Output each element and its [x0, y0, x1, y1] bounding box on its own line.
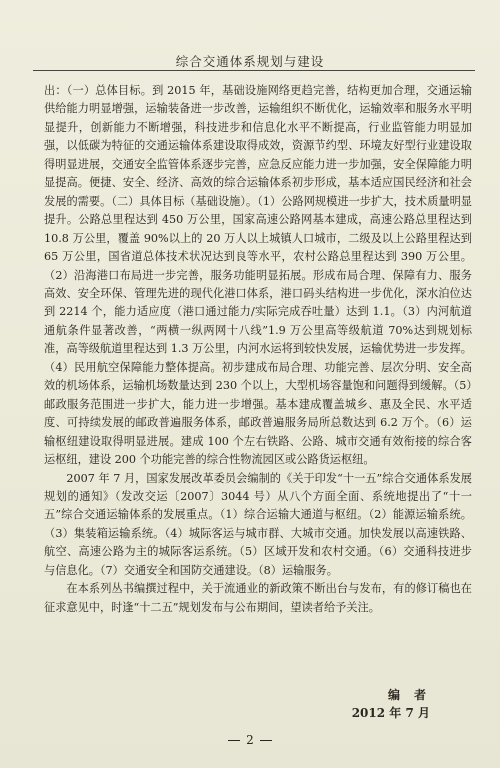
body-text — [44, 82, 472, 617]
page-number — [0, 733, 500, 747]
paragraph-targets: 出：（一）总体目标。到 2015 年，基础设施网络更趋完善，结构更加合理，交通运输供给能力明显增强，运输装备进一步改善，运输组织不断优化，运输效率和服务水平明显提升，创新能力不断增强，科技进步和信息化水平不断提高，行业监管能力明显加强，以低碳为特征的交通运输体系建设取得成效，资源节约型、环境友好型行业建设取得明显进展，交通安全监管体系逐步完善，应急反应能力进一步加强，安全保障能力明显提高。便捷、安全、经济、高效的综合运输体系初步形成，基本适应国民经济和社会发展的需要。（二）具体目标（基础设施）。（1）公路网规模进一步扩大，技术质量明显提升。公路总里程达到 450 万公里，国家高速公路网基本建成，高速公路总里程达到 10.8 万公里，覆盖 90%以上的 20 万人以上城镇人口城市，二级及以上公路里程达到 65 万公里，国省道总体技术状况达到良等水平，农村公路总里程达到 390 万公里。（2）沿海港口布局进一步完善，服务功能明显拓展。形成布局合理、保障有力、服务高效、安全环保、管理先进的现代化港口体系，港口码头结构进一步优化，深水泊位达到 2214 个，能力适应度（港口通过能力/实际完成吞吐量）达到 1.1。（3）内河航道通航条件显著改善，“两横一纵两网十八线”1.9 万公里高等级航道 70%达到规划标准，高等级航道里程达到 1.3 万公里，内河水运将到较快发展，运输优势进一步发挥。（4）民用航空保障能力整体提高。初步建成布局合理、功能完善、层次分明、安全高效的机场体系，运输机场数量达到 230 个以上，大型机场容量饱和问题得到缓解。（5）邮政服务范围进一步扩大，能力进一步增强。基本建成覆盖城乡、惠及全民、水平适度、可持续发展的邮政普遍服务体系，邮政普遍服务局所总数达到 6.2 万个。（6）运输枢纽建设取得明显进展。建成 100 个左右铁路、公路、城市交通有效衔接的综合客运枢纽，建设 200 个功能完善的综合性物流园区或公路货运枢纽。 — [44, 84, 472, 467]
page-number-dash-right — [260, 740, 272, 741]
paragraph-eleventh-five-year-plan: 2007 年 7 月，国家发展改革委员会编制的《关于印发“十一五”综合交通体系发展规划的通知》（发改交运〔2007〕3044 号）从八个方面全面、系统地提出了“十一五”综合交通运输体系的发展重点。（1）综合运输大通道与枢纽。（2）能源运输系统。（3）集装箱运输系统。（4）城际客运与城市群、大城市交通。加快发展以高速铁路、航空、高速公路为主的城际客运系统。（5）区域开发和农村交通。（6）交通科技进步与信息化。（7）交通安全和国防交通建设。（8）运输服务。 — [44, 471, 472, 577]
paragraph-closing-note: 在本系列丛书编撰过程中，关于流通业的新政策不断出台与发布，有的修订稿也在征求意见中，时逢“十二五”规划发布与公布期间，望读者给予关注。 — [44, 582, 472, 614]
signature-editor: 编者 — [387, 688, 440, 702]
header-divider — [33, 70, 475, 71]
page-number-dash-left — [228, 740, 240, 741]
signature-date: 2012 年 7 月 — [351, 706, 430, 720]
page-number-value: 2 — [246, 733, 254, 747]
running-header-title: 综合交通体系规划与建设 — [175, 54, 325, 69]
